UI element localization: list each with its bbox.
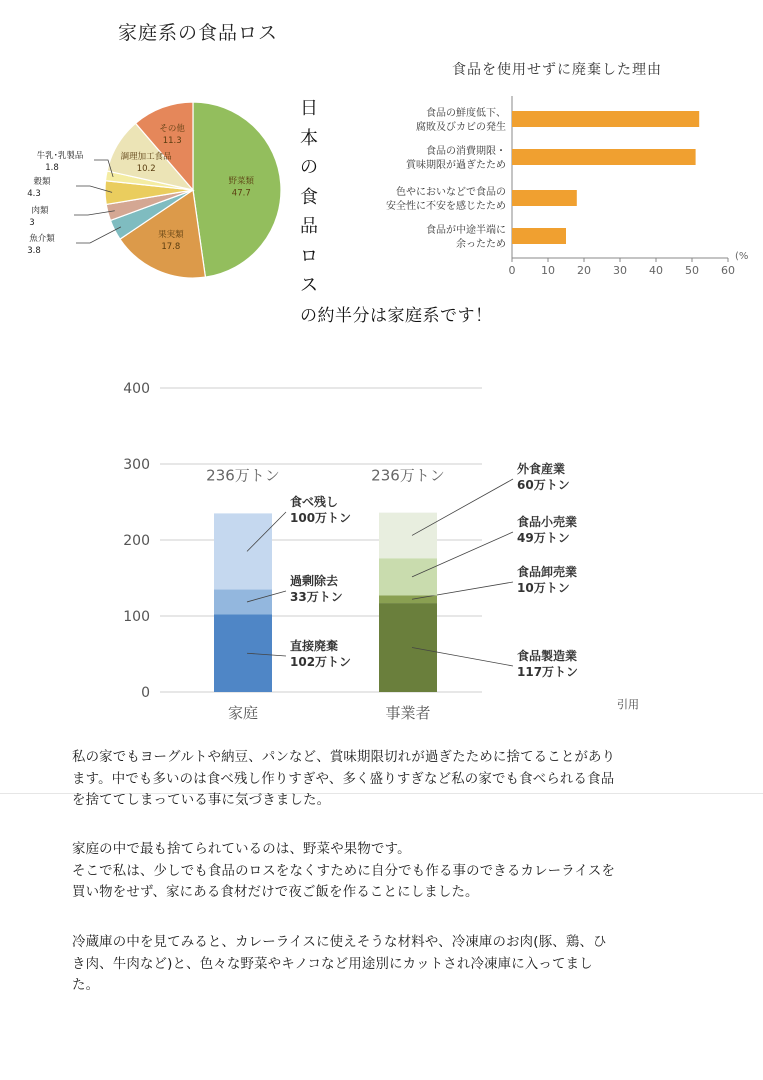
paragraph-line: 買い物をせず、家にある食材だけで夜ご飯を作ることにしました。 (72, 885, 479, 900)
segment-name: 過剰除去 (290, 574, 339, 588)
headline-char: ロ (300, 245, 318, 267)
total-label: 236万トン (371, 466, 445, 485)
headline-char: ス (300, 275, 318, 296)
vertical-headline (297, 94, 321, 301)
paragraph-line: ます。中でも多いのは食べ残し作りすぎや、多く盛りすぎなど私の家でも食べられる食品 (72, 771, 615, 787)
pie-value: 3.8 (27, 246, 41, 256)
pie-label: 果実類 (158, 229, 184, 240)
leader-line (412, 479, 513, 535)
pie-value: 3 (29, 218, 35, 228)
pie-label: 野菜類 (228, 176, 255, 187)
segment-amount: 102万トン (290, 655, 352, 669)
x-tick-label: 30 (613, 264, 627, 277)
x-tick-label: 60 (721, 264, 735, 277)
x-tick-label: 50 (685, 264, 699, 277)
segment-amount: 100万トン (290, 511, 352, 525)
segment-amount: 117万トン (517, 665, 579, 679)
headline-char: の (300, 157, 318, 178)
x-tick-label: 0 (508, 264, 516, 277)
reason-label: 食品の消費期限・ (426, 146, 506, 157)
reason-bar (512, 149, 696, 165)
stack-segment (214, 589, 272, 614)
headline-tail: の約半分は家庭系です！ (300, 306, 493, 326)
pie-value: 17.8 (161, 241, 181, 252)
stack-segment (214, 513, 272, 589)
paragraph-line: 冷蔵庫の中を見てみると、カレーライスに使えそうな材料や、冷凍庫のお肉(豚、鶏、ひ (72, 935, 607, 950)
headline-char: 日 (300, 98, 318, 119)
total-label: 236万トン (206, 466, 280, 485)
y-tick-label: 0 (141, 685, 150, 701)
reason-label: 食品が中途半端に (426, 225, 506, 236)
reason-label: 色やにおいなどで食品の (396, 187, 506, 198)
x-tick-label: 10 (541, 264, 555, 277)
pie-label: 穀類 (33, 177, 51, 187)
segment-amount: 33万トン (290, 590, 343, 604)
pie-value: 1.8 (45, 163, 59, 173)
x-tick-label: 40 (649, 264, 663, 277)
percent-unit-label: (% (735, 251, 749, 262)
reason-label: 安全性に不安を感じたため (386, 201, 506, 212)
headline-char: 食 (300, 186, 318, 208)
stack-segment (214, 614, 272, 692)
y-tick-label: 300 (123, 457, 150, 473)
paragraph-line: 家庭の中で最も捨てられているのは、野菜や果物です。 (72, 842, 411, 857)
stacked-bar-chart (100, 370, 620, 720)
headline-char: 品 (300, 216, 318, 237)
reason-label: 余ったため (456, 239, 506, 250)
bar-chart-title: 食品を使用せずに廃棄した理由 (452, 62, 662, 78)
segment-name: 食品小売業 (517, 515, 578, 529)
paragraph-line: を捨ててしまっている事に気づきました。 (72, 793, 331, 808)
segment-amount: 60万トン (517, 478, 570, 492)
pie-label: 調理加工食品 (120, 151, 172, 162)
y-tick-label: 400 (123, 381, 150, 397)
segment-amount: 10万トン (517, 581, 570, 595)
segment-name: 食品卸売業 (517, 565, 578, 579)
stack-segment (379, 513, 437, 559)
paragraph-2 (72, 839, 694, 904)
segment-name: 外食産業 (517, 462, 566, 476)
headline-char: 本 (300, 127, 318, 149)
pie-value: 4.3 (27, 189, 41, 199)
pie-label: 牛乳･乳製品 (36, 151, 84, 161)
category-label: 家庭 (227, 704, 259, 720)
reason-label: 賞味期限が過ぎたため (406, 160, 506, 171)
paragraph-line: き肉、牛肉など)と、色々な野菜やキノコなど用途別にカットされ冷凍庫に入ってまし (72, 956, 593, 972)
pie-chart (0, 90, 290, 290)
reason-bar (512, 111, 699, 127)
segment-amount: 49万トン (517, 531, 570, 545)
pie-chart-title: 家庭系の食品ロス (118, 22, 279, 44)
citation-label: 引用 (617, 698, 639, 711)
pie-value: 11.3 (162, 135, 182, 146)
y-tick-label: 100 (123, 609, 150, 625)
pie-label: 肉類 (31, 206, 49, 216)
segment-name: 食べ残し (290, 495, 339, 509)
pie-value: 47.7 (231, 188, 251, 199)
paragraph-3 (72, 932, 694, 997)
x-tick-label: 20 (577, 264, 591, 277)
pie-label: その他 (159, 123, 185, 134)
category-label: 事業者 (385, 704, 431, 720)
segment-name: 食品製造業 (517, 649, 578, 663)
paragraph-1 (72, 747, 694, 812)
pie-value: 10.2 (136, 163, 156, 174)
reason-bar-chart (345, 88, 735, 278)
stack-segment (379, 603, 437, 692)
pie-label: 魚介類 (29, 234, 55, 244)
paragraph-line: そこで私は、少しでも食品のロスをなくすために自分でも作る事のできるカレーライスを (72, 863, 616, 879)
segment-name: 直接廃棄 (290, 639, 339, 653)
reason-bar (512, 228, 566, 244)
paragraph-line: た。 (72, 978, 100, 993)
reason-bar (512, 190, 577, 206)
paragraph-line: 私の家でもヨーグルトや納豆、パンなど、賞味期限切れが過ぎたために捨てることがあり (72, 750, 616, 765)
y-tick-label: 200 (123, 533, 150, 549)
stack-segment (379, 558, 437, 595)
reason-label: 食品の鮮度低下、 (426, 108, 506, 119)
reason-label: 腐敗及びカビの発生 (416, 122, 506, 133)
